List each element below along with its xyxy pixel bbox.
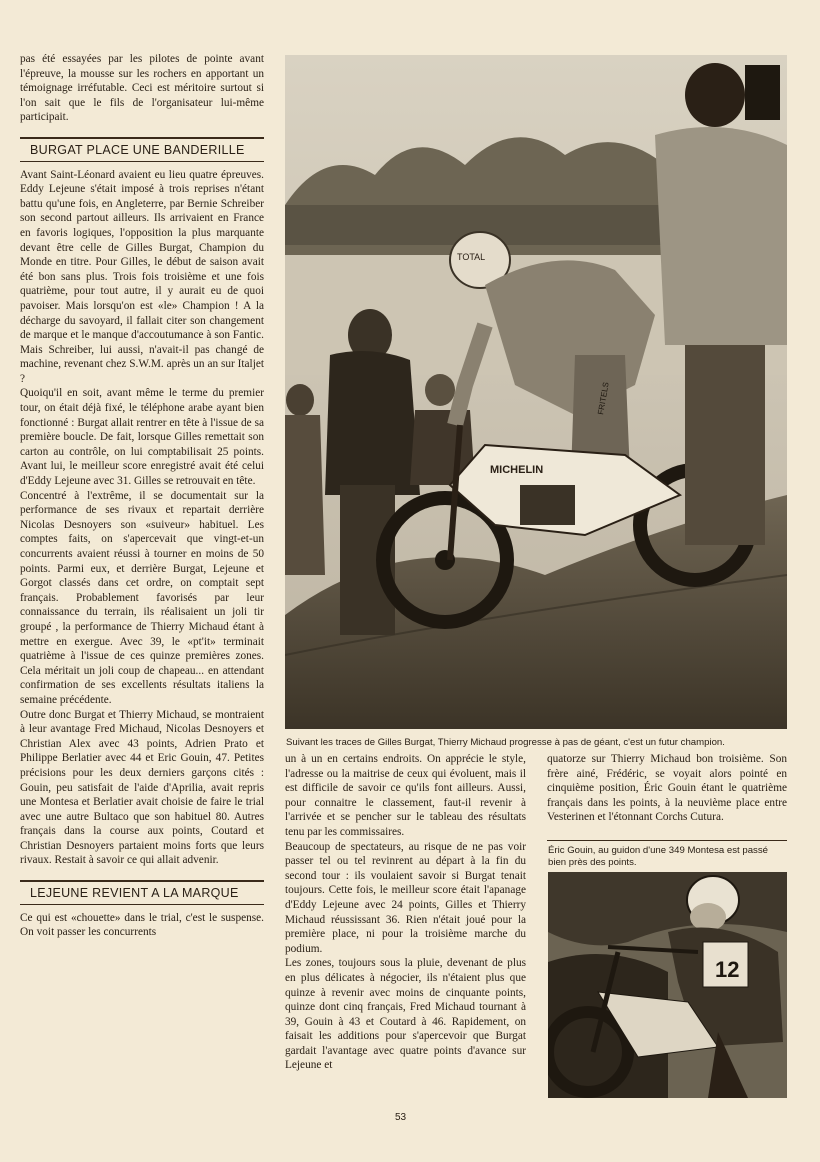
helmet-text: TOTAL bbox=[457, 252, 486, 262]
main-photo bbox=[285, 55, 787, 729]
right-column bbox=[547, 752, 787, 825]
paragraph: Les zones, toujours sous la pluie, devenant de plus en plus délicates à négocier, ils n'étaient plus que quinze à revenir avec moins de cinquante points, quinze dont cinq français, Fred Michaud tournant à 39, Gouin à 43 et Coutard à 46. Rapidement, on faisait les additions pour s'apercevoir que Burgat gardait l'avantage avec quatre points d'avance sur Lejeune et bbox=[285, 957, 526, 1072]
paragraph: un à un en certains endroits. On apprécie le style, l'adresse ou la maitrise de ceux qui évoluent, mais il est difficile de savoir ce qu'ils font ailleurs. Aussi, pour connaitre le classement, faut-il revenir à l'arrivée et se pencher sur le tableau des résultats tenu par les commissaires. bbox=[285, 753, 526, 838]
paragraph: Quoiqu'il en soit, avant même le terme du premier tour, on était déjà fixé, le téléphone arabe ayant bien fonctionné : Burgat allait rentrer en tête à l'issue de sa première boucle. De fait, lorsque Gilles remettait son carton au contrôle, on lui comptabilisait 25 points. Avant lui, le meilleur score enregistré avait été celui d'Eddy Lejeune avec 31. Gilles se retrouvait en tête. bbox=[20, 387, 264, 488]
main-photo-caption: Suivant les traces de Gilles Burgat, Thierry Michaud progresse à pas de géant, c'est un futur champion. bbox=[286, 737, 725, 748]
paragraph: Outre donc Burgat et Thierry Michaud, se montraient à leur avantage Fred Michaud, Nicolas Desnoyers et Christian Alex avec 43 points, Adrien Prato et Philippe Berlatier avec 44 et Eric Gouin, 47. Petites précisions pour les deux derniers garçons cités : Gouin, peu satisfait de l'aide d'Aprilia, avait repris une Montesa et Berlatier avait choisie de faire le trial avec une autre Bultaco que son habituel 80. Autres français dans la course aux points, Coutard et Christian Desnoyers partaient moins forts que leurs rivaux. Restait à savoir ce qui allait advenir. bbox=[20, 708, 264, 867]
small-photo-caption: Éric Gouin, au guidon d'une 349 Montesa est passé bien près des points. bbox=[548, 845, 768, 868]
paragraph: Avant Saint-Léonard avaient eu lieu quatre épreuves. Eddy Lejeune s'était imposé à trois reprises n'étant battu qu'une fois, en Angleterre, par Bernie Schreiber son second partout ailleurs. Ils arrivaient en France en favoris logiques, l'opposition la plus marquante devant être celle de Gilles Burgat, Champion du Monde en titre. Pour Gilles, le début de saison avait été bon sans plus. Trois fois troisième et une fois quatrième, pour tout autre, il y aurait eu de quoi pavoiser. Mais lorsqu'on est «le» Champion ! A la décharge du savoyard, il fallait citer son changement de marque et le manque d'accoutumance à son Fantic. Mais Schreiber, lui aussi, n'avait-il pas changé de machine, revenant chez S.W.M. après un an sur Italjet ? bbox=[20, 168, 264, 385]
bib-number: 12 bbox=[715, 957, 740, 982]
paragraph: Beaucoup de spectateurs, au risque de ne pas voir passer tel ou tel revinrent au départ à la fin du second tour : ils voulaient savoir si Burgat tenait toujours. Cette fois, le meilleur score était l'apanage d'Eddy Lejeune avec 24 points, Gilles et Thierry Michaud réussissant 36. Rien n'était joué pour la première place, ni pour la troisième marche du podium. bbox=[285, 840, 526, 955]
trousers-text: FRITELS bbox=[596, 381, 611, 416]
small-photo bbox=[548, 872, 787, 1098]
paragraph: pas été essayées par les pilotes de pointe avant l'épreuve, la mousse sur les rochers en apportant un témoignage irréfutable. Ceci est méritoire surtout si l'on sait que le fils de l'organisateur lui-même participait. bbox=[20, 53, 264, 124]
paragraph: quatorze sur Thierry Michaud bon troisième. Son frère ainé, Frédéric, se voyait alors pointé en cinquième position, Éric Gouin étant le quatrième français dans les points, à la neuvième place entre Vesterinen et l'étonnant Corchs Cutura. bbox=[547, 753, 787, 824]
middle-column bbox=[285, 752, 526, 1073]
left-column bbox=[20, 52, 264, 940]
bike-brand: MICHELIN bbox=[490, 464, 544, 476]
paragraph: Concentré à l'extrême, il se documentait sur la performance de ses rivaux et repartait derrière Nicolas Desnoyers son «suiveur» habituel. Les comptes faits, on s'apercevait que vingt-et-un concurrents avaient réussi à tourner en moins de 50 points. Parmi eux, et derrière Burgat, Lejeune et Gorgot classés dans cet ordre, on comptait sept français. Probablement favorisés par leur connaissance du terrain, ils réalisaient un joli tir groupé , la performance de Thierry Michaud étant à mettre en exergue. Avec 39, le «pt'it» terminait quatrième à l'issue de ces quinze premières zones. Cela méritait un joli coup de chapeau... en attendant confirmation de ses excellents résultats italiens la semaine précédente. bbox=[20, 489, 264, 706]
section-heading: BURGAT PLACE UNE BANDERILLE bbox=[20, 137, 264, 162]
section-heading: LEJEUNE REVIENT A LA MARQUE bbox=[20, 880, 264, 905]
paragraph: Ce qui est «chouette» dans le trial, c'est le suspense. On voit passer les concurrents bbox=[20, 911, 264, 939]
caption-rule bbox=[547, 840, 787, 841]
trial-rider-photo bbox=[285, 55, 787, 729]
page-number: 53 bbox=[395, 1112, 407, 1123]
gouin-rider-photo bbox=[548, 872, 787, 1098]
